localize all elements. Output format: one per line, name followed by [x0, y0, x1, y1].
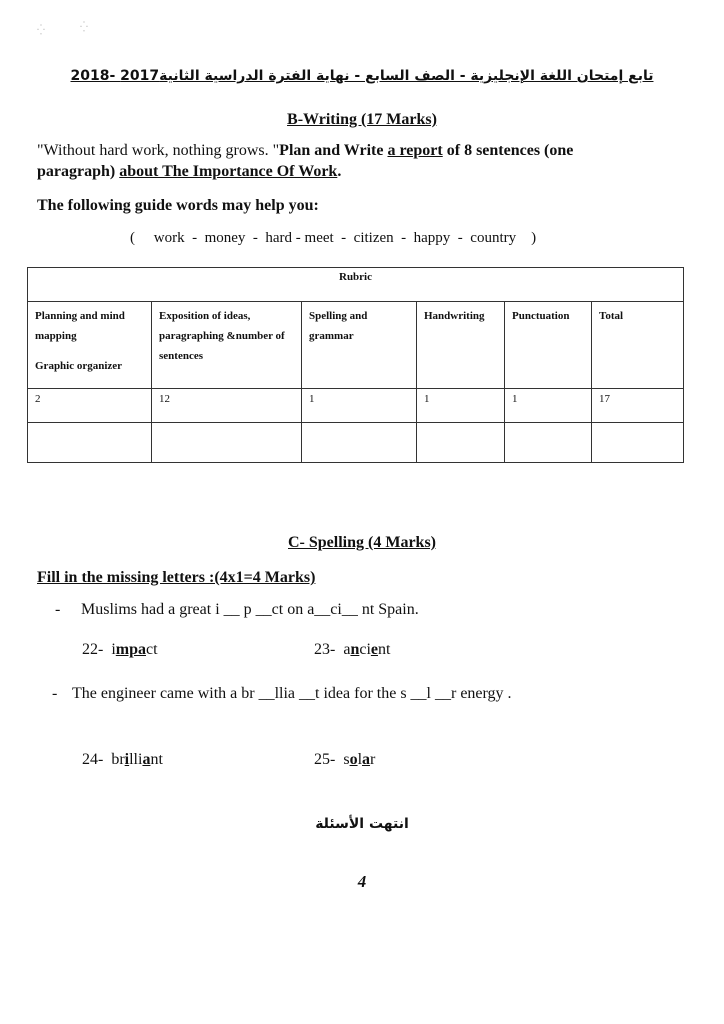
rubric-mark-total: 17 [592, 389, 684, 423]
rubric-header-spelling: Spelling and grammar [302, 302, 417, 389]
rubric-table [27, 267, 684, 463]
rubric-score-cell[interactable] [28, 423, 152, 463]
writing-instruction-line1 [37, 142, 689, 160]
answer-24-part: nt [150, 751, 163, 768]
answer-25 [314, 751, 375, 769]
answer-24-number: 24- [82, 751, 104, 768]
rubric-title: Rubric [28, 268, 684, 302]
rubric-header-exposition: Exposition of ideas, paragraphing &number of sentences [152, 302, 302, 389]
rubric-header-graphic-organizer: Graphic organizer [35, 360, 123, 372]
writing-instruction-c: of 8 sentences (one [442, 142, 574, 159]
answer-25-part: r [370, 751, 376, 768]
rubric-header-total: Total [592, 302, 684, 389]
scan-mark: ⁛ [37, 25, 45, 36]
page-number: 4 [357, 872, 367, 891]
answer-23-number: 23- [314, 641, 336, 658]
answer-23-filled: n [350, 641, 360, 658]
bullet-dash: - [52, 685, 58, 702]
rubric-score-cell[interactable] [417, 423, 505, 463]
spelling-section-title: C- Spelling (4 Marks) [288, 534, 436, 551]
answer-24-filled: a [142, 751, 151, 768]
rubric-score-cell[interactable] [152, 423, 302, 463]
answer-24-part: br [111, 751, 125, 768]
answer-23-part: ci [359, 641, 371, 658]
answer-24-filled: i [124, 751, 130, 768]
spelling-sentence-1 [55, 601, 419, 619]
answer-25-part: l [357, 751, 363, 768]
answer-24 [82, 751, 163, 769]
rubric-mark-exposition: 12 [152, 389, 302, 423]
rubric-score-cell[interactable] [505, 423, 592, 463]
sentence-2-text: The engineer came with a br __llia __t idea for the s __l __r energy . [72, 685, 512, 702]
answer-22 [82, 641, 158, 659]
rubric-mark-punctuation: 1 [505, 389, 592, 423]
scan-mark: ⁛ [80, 22, 88, 33]
rubric-header-planning [28, 302, 152, 389]
sentence-1-text: Muslims had a great i __ p __ct on a__ci__ nt Spain. [81, 601, 419, 618]
writing-instruction-f: . [337, 163, 342, 180]
answer-23-part: a [343, 641, 351, 658]
writing-topic: about The Importance Of Work [119, 163, 338, 180]
rubric-mark-handwriting: 1 [417, 389, 505, 423]
spelling-instruction: Fill in the missing letters :(4x1=4 Marks) [37, 569, 316, 586]
writing-instruction-a: Plan and Write [279, 142, 388, 159]
rubric-header-planning-label: Planning and mind mapping [35, 310, 125, 342]
answer-23-filled: e [370, 641, 378, 658]
answer-25-filled: a [362, 751, 371, 768]
rubric-header-punctuation: Punctuation [505, 302, 592, 389]
end-of-questions: انتهت الأسئلة [315, 816, 409, 832]
rubric-score-cell[interactable] [302, 423, 417, 463]
bullet-dash: - [55, 601, 61, 618]
writing-instruction-b: a report [387, 142, 443, 159]
answer-23 [314, 641, 390, 659]
answer-24-part: lli [129, 751, 143, 768]
spelling-sentence-2 [52, 685, 512, 703]
writing-instruction-line2 [37, 163, 341, 181]
answer-22-number: 22- [82, 641, 104, 658]
rubric-mark-spelling: 1 [302, 389, 417, 423]
rubric-mark-planning: 2 [28, 389, 152, 423]
answer-22-filled: mpa [115, 641, 147, 658]
writing-instruction-d: paragraph) [37, 163, 120, 180]
guide-words-label: The following guide words may help you: [37, 197, 319, 214]
answer-22-part: ct [146, 641, 158, 658]
rubric-score-cell[interactable] [592, 423, 684, 463]
arabic-exam-title: تابع إمتحان اللغة الإنجليزية - الصف السابع - نهاية الفترة الدراسية الثانية2017 -2018 [70, 68, 654, 84]
answer-25-part: s [343, 751, 350, 768]
answer-25-number: 25- [314, 751, 336, 768]
rubric-header-handwriting: Handwriting [417, 302, 505, 389]
answer-23-part: nt [378, 641, 391, 658]
writing-quote: "Without hard work, nothing grows. " [37, 142, 280, 159]
writing-section-title: B-Writing (17 Marks) [287, 111, 437, 128]
guide-words: ( work - money - hard - meet - citizen - happy - country ) [130, 230, 537, 246]
answer-22-part: i [111, 641, 116, 658]
answer-25-filled: o [349, 751, 358, 768]
